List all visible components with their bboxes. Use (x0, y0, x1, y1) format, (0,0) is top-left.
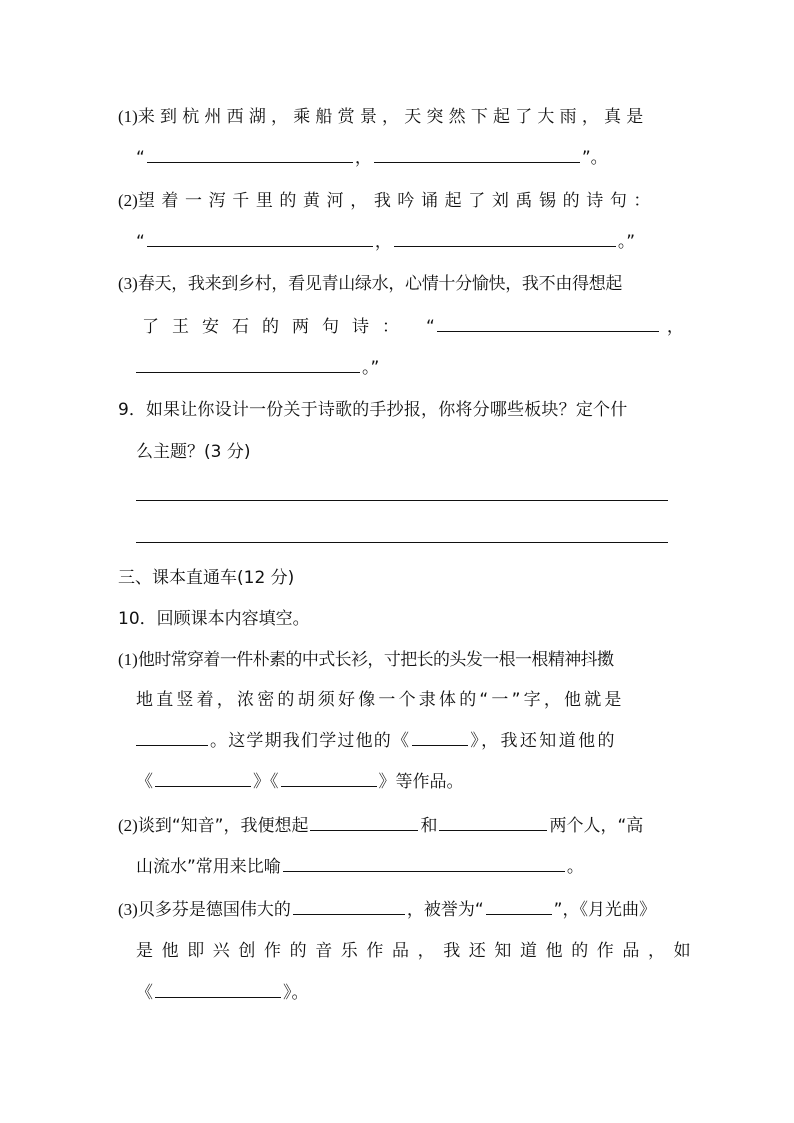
item-text: ”，《月光曲》 (553, 900, 656, 920)
section-title-text: 三、课本直通车(12 分) (118, 568, 295, 588)
answer-blank[interactable] (281, 768, 377, 787)
item-text: 《 (136, 772, 153, 792)
item-number: (3) (118, 900, 138, 919)
item-text: 了王安石的两句诗： (142, 317, 412, 337)
quote-close: ”。 (581, 148, 608, 168)
answer-blank[interactable] (155, 979, 281, 998)
quote-open: “ (136, 148, 145, 168)
answer-blank[interactable] (147, 144, 353, 163)
q9-line1 (118, 395, 678, 425)
answer-blank[interactable] (394, 228, 616, 247)
question-number: 9． (118, 400, 146, 420)
item-text: 》，我还知道他的 (470, 731, 617, 751)
q8-item1-line2 (136, 143, 676, 173)
section-title (118, 563, 678, 593)
q8-item3-line1 (118, 269, 678, 299)
item-text: 贝多芬是德国伟大的 (137, 900, 291, 920)
answer-blank[interactable] (374, 144, 580, 163)
q8-item2-line1 (118, 186, 678, 216)
item-text: 山流水”常用来比喻 (136, 857, 281, 877)
answer-blank[interactable] (136, 354, 360, 373)
q10-item3-line1 (118, 895, 678, 925)
answer-blank[interactable] (136, 727, 208, 746)
item-number: (2) (118, 191, 138, 210)
item-text: 》等作品。 (378, 772, 464, 792)
item-text: 》《 (253, 772, 279, 792)
item-text: 两个人，“高 (549, 816, 644, 836)
q10-item1-line2 (136, 685, 676, 715)
separator: ， (374, 232, 392, 252)
quote-open: “ (136, 232, 145, 252)
q9-line2 (136, 437, 676, 467)
q10-item1-line4 (136, 767, 676, 797)
question-number: 10． (118, 609, 157, 629)
q8-item3-line2 (142, 312, 684, 342)
item-text: 他时常穿着一件朴素的中式长衫，寸把长的头发一根一根精神抖擞 (137, 650, 614, 670)
item-number: (3) (118, 274, 138, 293)
q8-item3-line3 (136, 353, 676, 383)
item-text: 地直竖着，浓密的胡须好像一个隶体的“一”字，他就是 (136, 690, 625, 710)
answer-line[interactable] (136, 542, 668, 543)
question-text: 回顾课本内容填空。 (156, 609, 310, 629)
q10-item3-line2 (136, 936, 700, 966)
item-number: (1) (118, 650, 138, 669)
answer-blank[interactable] (437, 313, 659, 332)
answer-blank[interactable] (412, 727, 468, 746)
q10-item3-line3 (136, 978, 676, 1008)
question-text: 如果让你设计一份关于诗歌的手抄报，你将分哪些板块？定个什 (145, 400, 628, 420)
q10-item2-line2 (136, 852, 676, 882)
item-text: 来到杭州西湖，乘船赏景，天突然下起了大雨，真是 (137, 107, 649, 127)
item-text: 春天，我来到乡村，看见青山绿水，心情十分愉快，我不由得想起 (137, 274, 623, 294)
answer-blank[interactable] (486, 896, 552, 915)
answer-blank[interactable] (147, 228, 373, 247)
answer-line[interactable] (136, 500, 668, 501)
item-text: 。 (566, 857, 584, 877)
item-text: 。这学期我们学过他的《 (210, 731, 411, 751)
answer-blank[interactable] (155, 768, 251, 787)
q8-item2-line2 (136, 227, 676, 257)
question-text: 么主题？(3 分) (136, 442, 251, 462)
item-number: (1) (118, 107, 138, 126)
item-text: 和 (420, 816, 438, 836)
item-text: 是他即兴创作的音乐作品，我还知道他的作品，如 (136, 941, 700, 961)
q10-line (118, 604, 678, 634)
q8-item1-line1 (118, 102, 678, 132)
separator: ， (666, 317, 684, 337)
answer-blank[interactable] (283, 853, 565, 872)
q10-item1-line1 (118, 645, 678, 675)
answer-blank[interactable] (439, 812, 547, 831)
q10-item1-line3 (136, 726, 676, 756)
quote-close: 。” (617, 232, 636, 252)
answer-blank[interactable] (293, 896, 405, 915)
item-text: 《 (136, 983, 153, 1003)
quote-close: 。” (362, 358, 380, 378)
item-text: ，被誉为“ (406, 900, 484, 920)
item-number: (2) (118, 816, 138, 835)
item-text: 》。 (283, 983, 309, 1003)
item-text: 望着一泻千里的黄河，我吟诵起了刘禹锡的诗句： (137, 191, 658, 211)
item-text: 谈到“知音”，我便想起 (137, 816, 309, 836)
answer-blank[interactable] (310, 812, 418, 831)
separator: ， (354, 148, 372, 168)
quote-open: “ (426, 317, 435, 337)
q10-item2-line1 (118, 811, 678, 841)
